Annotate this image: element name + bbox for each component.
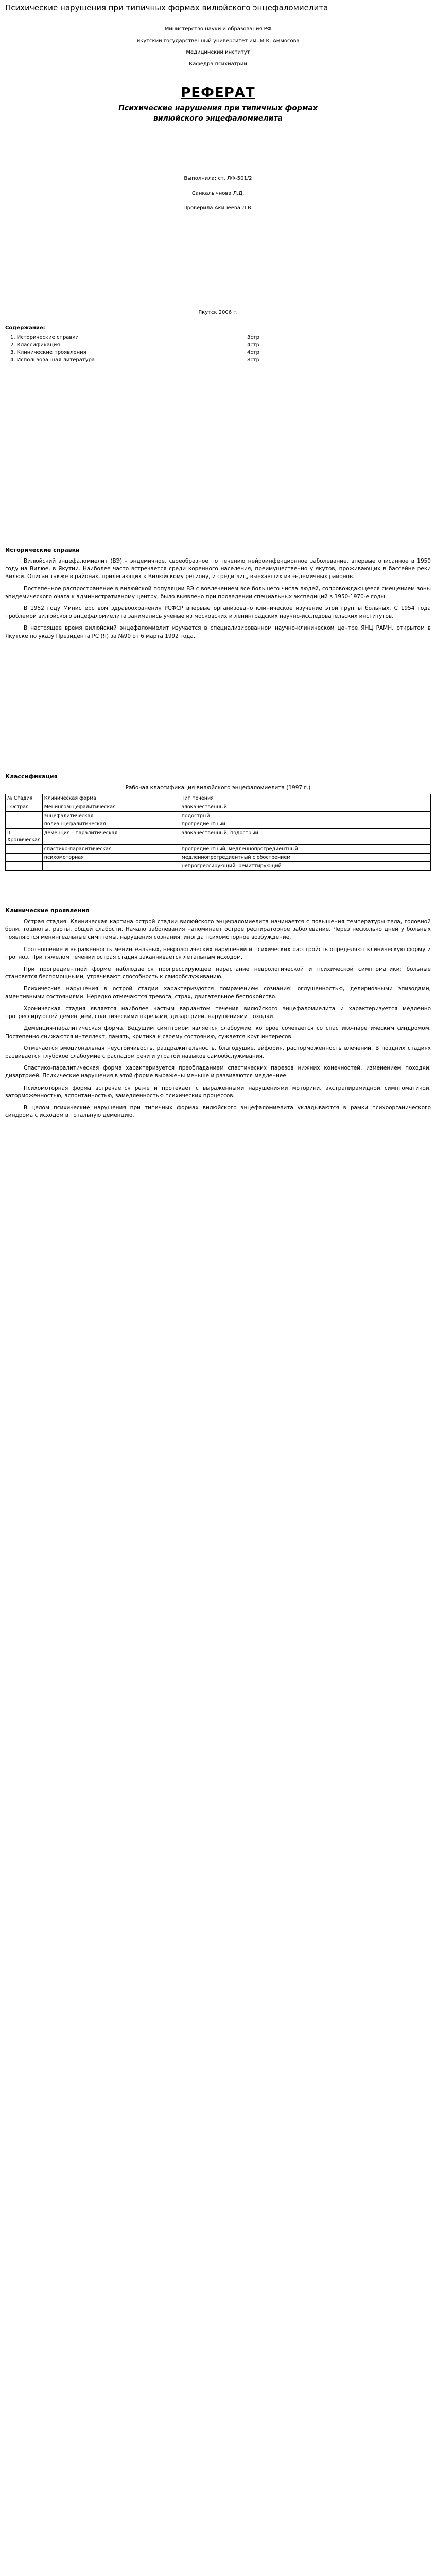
table-header-cell: Тип течения bbox=[180, 794, 430, 803]
classification-table bbox=[5, 794, 431, 871]
table-of-contents bbox=[5, 325, 431, 364]
author-block bbox=[0, 175, 436, 219]
toc-item-label: 3. Клинические проявления bbox=[10, 349, 86, 355]
table-cell: Менингоэнцефалитическая bbox=[42, 803, 180, 811]
checked-by: Проверила Акинеева Л.В. bbox=[183, 205, 253, 211]
subtitle-line: вилюйского энцефаломиелита bbox=[153, 114, 283, 123]
table-row bbox=[6, 829, 431, 845]
table-cell: подострый bbox=[180, 811, 430, 820]
clinic-paragraph: Острая стадия. Клиническая картина острой стадии вилюйского энцефаломиелита начинается с повышения температуры тела, головной боли, тошноты, рвоты, общей слабости. Начало заболевания напоминает острое респираторное заболевание. Через несколько дней у больных появляются менингеальные симптомы, нарушения сознания, иногда психомоторное возбуждение. bbox=[5, 918, 431, 941]
table-cell bbox=[6, 820, 43, 829]
table-cell: деменция – паралитическая bbox=[42, 829, 180, 845]
table-row bbox=[6, 853, 431, 862]
referat-heading: РЕФЕРАТ bbox=[181, 85, 255, 100]
table-cell bbox=[42, 862, 180, 871]
clinic-section bbox=[5, 907, 431, 1124]
history-section bbox=[5, 546, 431, 645]
table-cell bbox=[6, 853, 43, 862]
table-cell: прогредиентный, медленнопрогредиентный bbox=[180, 844, 430, 853]
clinic-paragraph: Психомоторная форма встречается реже и протекает с выраженными нарушениями моторики, экстрапирамидной симптоматикой, заторможенностью, аспонтанностью, замедленностью психических процессов. bbox=[5, 1084, 431, 1099]
toc-item-page: 8стр bbox=[247, 357, 260, 363]
table-cell: I Острая bbox=[6, 803, 43, 811]
table-row bbox=[6, 844, 431, 853]
table-row bbox=[6, 820, 431, 829]
table-cell bbox=[6, 862, 43, 871]
clinic-paragraph: При прогредиентной форме наблюдается прогрессирующее нарастание неврологической и психической симптоматики; больные становятся беспомощными, утрачивают способность к самообслуживанию. bbox=[5, 966, 431, 980]
history-paragraph: Вилюйский энцефаломиелит (ВЭ) – эндемичное, своеобразное по течению нейроинфекционное заболевание, впервые описанное в 1950 году на Вилюе, в Якутии. Наиболее часто встречается среди коренного населения, преимущественно у якутов, проживающих в бассейне реки Вилюй. Описан также в районах, прилегающих к Вилюйскому региону, и среди лиц, выехавших из эндемичных районов. bbox=[5, 557, 431, 580]
institute-line: Медицинский институт bbox=[186, 49, 250, 55]
table-cell: полиэнцефалитическая bbox=[42, 820, 180, 829]
toc-item bbox=[5, 357, 431, 364]
table-header-cell: Клиническая форма bbox=[42, 794, 180, 803]
table-cell: злокачественный bbox=[180, 803, 430, 811]
table-cell bbox=[6, 811, 43, 820]
toc-item bbox=[5, 349, 431, 357]
history-paragraph: Постепенное распространение в вилюйской популяции ВЭ с вовлечением все большего числа людей, сопровождающееся смещением зоны эпидемического очага к административному центру, было выявлено при проведении специальных экспедиций в 1950-1970-е годы. bbox=[5, 585, 431, 600]
table-cell bbox=[6, 844, 43, 853]
table-row bbox=[6, 862, 431, 871]
table-cell: II Хроническая bbox=[6, 829, 43, 845]
toc-item-label: 2. Классификация bbox=[10, 342, 60, 348]
clinic-paragraph: Спастико-паралитическая форма характеризуется преобладанием спастических парезов нижних конечностей, изменением походки, дизартрией. Психические нарушения в этой форме выражены меньше и развиваются медленнее. bbox=[5, 1065, 431, 1079]
classification-title: Классификация bbox=[5, 773, 58, 780]
clinic-paragraph: Психические нарушения в острой стадии характеризуются помрачением сознания: оглушенностью, делириозными эпизодами, аментивными состояниями. Нередко отмечаются тревога, страх, двигательное беспокойство. bbox=[5, 986, 431, 1000]
clinic-paragraph: Соотношение и выраженность менингеальных, неврологических нарушений и психических расстройств определяют клиническую форму и прогноз. При тяжелом течении острая стадия заканчивается летальным исходом. bbox=[5, 946, 431, 960]
table-cell: непрогрессирующий, ремиттирующий bbox=[180, 862, 430, 871]
table-cell: медленнопрогредиентный с обострением bbox=[180, 853, 430, 862]
classification-caption: Рабочая классификация вилюйского энцефаломиелита (1997 г.) bbox=[125, 784, 311, 791]
toc-item bbox=[5, 334, 431, 342]
table-cell: энцефалитическая bbox=[42, 811, 180, 820]
clinic-title: Клинические проявления bbox=[5, 907, 90, 914]
toc-item-label: 1. Исторические справки bbox=[10, 334, 79, 341]
toc-item-page: 4стр bbox=[247, 349, 260, 355]
subtitle-line: Психические нарушения при типичных формах bbox=[118, 104, 318, 112]
toc-item-label: 4. Использованная литература bbox=[10, 357, 95, 363]
toc-item-page: 3стр bbox=[247, 334, 260, 341]
city-year: Якутск 2006 г. bbox=[198, 310, 238, 315]
table-row bbox=[6, 803, 431, 811]
table-header-cell: № Стадия bbox=[6, 794, 43, 803]
toc-heading: Содержание: bbox=[5, 325, 45, 331]
ministry-line: Министерство науки и образования РФ bbox=[164, 26, 272, 32]
toc-item bbox=[5, 342, 431, 349]
referat-subtitle bbox=[0, 103, 436, 124]
student-name: Санкалычнова Л.Д. bbox=[191, 190, 245, 196]
performed-by: Выполнила: ст. ЛФ-501/2 bbox=[184, 176, 252, 181]
history-paragraph: В настоящее время вилюйский энцефаломиелит изучается в специализированном научно-клиническом центре ЯНЦ РАМН, открытом в Якутске по указу Президента РС (Я) за №90 от 6 марта 1992 года. bbox=[5, 625, 431, 639]
table-cell: прогредиентный bbox=[180, 820, 430, 829]
table-row bbox=[6, 811, 431, 820]
clinic-paragraph: Деменция-паралитическая форма. Ведущим симптомом является слабоумие, которое сочетается со спастико-паретическим синдромом. Постепенно снижаются интеллект, память, критика к своему состоянию, сужается круг интересов. bbox=[5, 1025, 431, 1040]
table-cell: психомоторная bbox=[42, 853, 180, 862]
toc-item-page: 4стр bbox=[247, 342, 260, 348]
classification-section bbox=[5, 773, 431, 871]
clinic-paragraph: В целом психические нарушения при типичных формах вилюйского энцефаломиелита укладываются в рамки психоорганического синдрома с исходом в тотальную деменцию. bbox=[5, 1105, 431, 1119]
history-paragraph: В 1952 году Министерством здравоохранения РСФСР впервые организовано клиническое изучение этой группы больных. С 1954 года проблемой вилюйского энцефаломиелита занимались ученые из московских и ленинградских научно-исследовательских институтов. bbox=[5, 605, 431, 620]
university-line: Якутский государственный университет им. М.К. Аммосова bbox=[136, 38, 300, 44]
document-title: Психические нарушения при типичных формах вилюйского энцефаломиелита bbox=[5, 3, 328, 12]
department-line: Кафедра психиатрии bbox=[189, 61, 247, 67]
table-cell: спастико-паралитическая bbox=[42, 844, 180, 853]
history-title: Исторические справки bbox=[5, 547, 80, 553]
clinic-paragraph: Отмечается эмоциональная неустойчивость, раздражительность, благодушие, эйфория, расторможенность влечений. В поздних стадиях развивается глубокое слабоумие с распадом речи и утратой навыков самообслуживания. bbox=[5, 1045, 431, 1059]
table-header-row bbox=[6, 794, 431, 803]
table-cell: злокачественный, подострый bbox=[180, 829, 430, 845]
title-page-block bbox=[0, 26, 436, 72]
clinic-paragraph: Хроническая стадия является наиболее частым вариантом течения вилюйского энцефаломиелита и характеризуется медленно прогрессирующей деменцией, спастическими парезами, дизартрией, нарушениями походки. bbox=[5, 1005, 431, 1020]
